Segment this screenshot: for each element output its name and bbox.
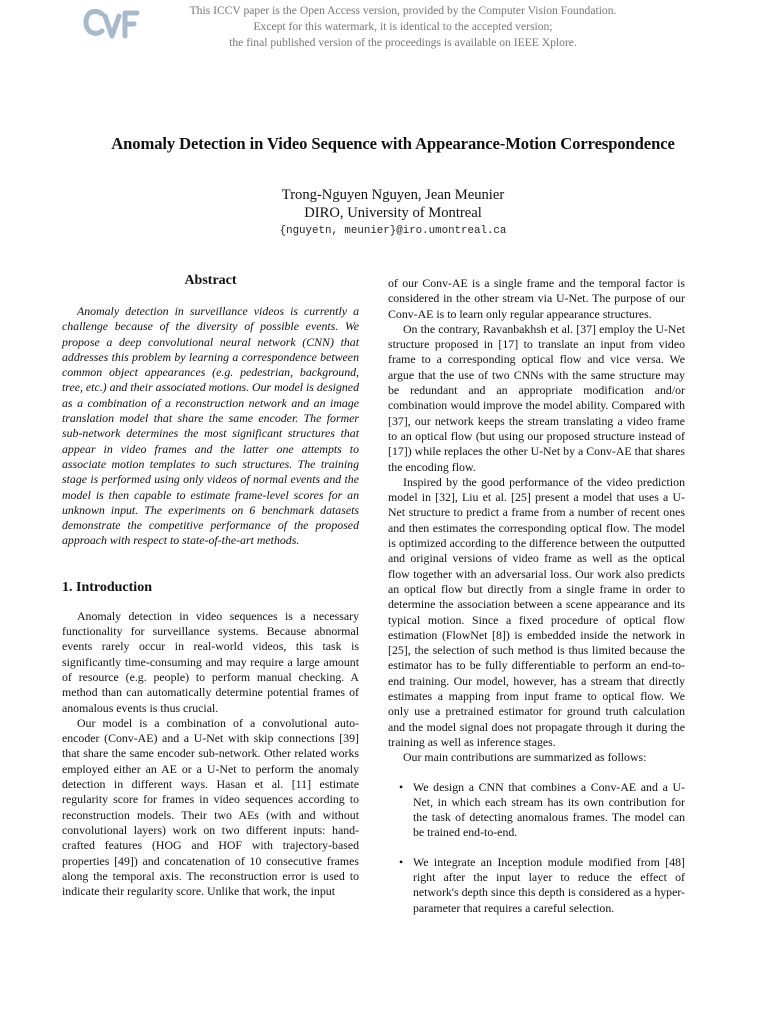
paragraph: Anomaly detection in video sequences is a necessary functionality for surveillance systems. Because abnormal events rarely occur in real-world videos, this task is significantly time-consuming and may require a large amount of resource (e.g. people) to perform manual checking. A method than can automatically determine potential frames of anomalous events is thus crucial. xyxy=(62,608,359,715)
watermark-line: This ICCV paper is the Open Access version, provided by the Computer Vision Foundation. xyxy=(189,4,617,17)
watermark-line: Except for this watermark, it is identical to the accepted version; xyxy=(253,20,553,33)
abstract-heading: Abstract xyxy=(184,273,237,288)
watermark xyxy=(160,3,646,51)
list-item-text: We integrate an Inception module modified from [48] right after the input layer to reduce the effect of network's depth since this depth is considered as a hyper-parameter that requires a careful selection. xyxy=(413,854,685,915)
paper-title: Anomaly Detection in Video Sequence with Appearance-Motion Correspondence xyxy=(111,134,675,153)
cvf-logo xyxy=(82,4,142,44)
paragraph: Inspired by the good performance of the video prediction model in [32], Liu et al. [25] present a model that uses a U-Net structure to predict a frame from a number of recent ones and then estimates the corresponding optical flow. The model is optimized according to the difference between the outputted and original versions of video frame as well as the optical flow together with an adversarial loss. Our work also predicts an optical flow but directly from a single frame in order to determine the association between a scene appearance and its typical motion. Since a fixed procedure of optical flow estimation (FlowNet [8]) is embedded inside the network in [25], the selection of such method is thus limited because the estimator has to be fully differentiable to perform an end-to-end training. Our model, however, has a stream that directly estimates a mapping from input frame to optical flow. We only use a pretrained estimator for ground truth calculation and the model signal does not propagate through it during the training as well as inference stages. xyxy=(388,474,685,749)
contributions-list xyxy=(388,780,685,916)
abstract-text: Anomaly detection in surveillance videos is currently a challenge because of the diversity of possible events. We propose a deep convolutional neural network (CNN) that addresses this problem by learning a correspondence between common object appearances (e.g. pedestrian, background, tree, etc.) and their associated motions. Our model is designed as a combination of a reconstruction network and an image translation model that share the same encoder. The former sub-network determines the most significant structures that appear in video frames and the latter one attempts to associate motion templates to such structures. The training stage is performed using only videos of normal events and the model is then capable to estimate frame-level scores for an unknown input. The experiments on 6 benchmark datasets demonstrate the competitive performance of the proposed approach with respect to state-of-the-art methods. xyxy=(62,304,359,548)
list-item-text: We design a CNN that combines a Conv-AE and a U-Net, in which each stream has its own contribution for the task of detecting anomalous frames. The model can be trained end-to-end. xyxy=(413,779,685,840)
bullet-icon: • xyxy=(399,779,404,794)
section-heading-introduction: 1. Introduction xyxy=(62,579,152,595)
left-column xyxy=(62,273,359,899)
author-email: {nguyetn, meunier}@iro.umontreal.ca xyxy=(279,225,507,237)
paragraph: Our model is a combination of a convolutional auto-encoder (Conv-AE) and a U-Net with skip connections [39] that share the same encoder sub-network. Other related works employed either an AE or a U-Net to perform the anomaly detection in different ways. Hasan et al. [11] estimate regularity score for frames in video sequences according to reconstruction models. Their two AEs (with and without convolutional layers) work on two different inputs: hand-crafted features (HOG and HOF with trajectory-based properties [49]) and concatenation of 10 consecutive frames along the temporal axis. The reconstruction error is used to indicate their regularity score. Unlike that work, the input xyxy=(62,715,359,899)
affiliation: DIRO, University of Montreal xyxy=(304,205,482,221)
list-item xyxy=(388,780,685,841)
watermark-line: the final published version of the proceedings is available on IEEE Xplore. xyxy=(229,36,577,49)
right-column xyxy=(388,276,685,930)
author-block xyxy=(40,186,746,222)
bullet-icon: • xyxy=(399,854,404,869)
paragraph: On the contrary, Ravanbakhsh et al. [37] employ the U-Net structure proposed in [17] to translate an input from video frame to a corresponding optical flow and vice versa. We argue that the use of two CNNs with the same structure may be redundant and an appropriate modification and/or combination would improve the model ability. Compared with [37], our network keeps the stream translating a video frame to an optical flow (but using our proposed structure instead of [17]) while replaces the other U-Net by a Conv-AE that shares the encoding flow. xyxy=(388,321,685,474)
authors: Trong-Nguyen Nguyen, Jean Meunier xyxy=(281,187,505,203)
paragraph: Our main contributions are summarized as follows: xyxy=(403,750,647,765)
paragraph: of our Conv-AE is a single frame and the temporal factor is considered in the other stream via U-Net. The purpose of our Conv-AE is to learn only regular appearance structures. xyxy=(388,276,685,321)
list-item xyxy=(388,855,685,916)
